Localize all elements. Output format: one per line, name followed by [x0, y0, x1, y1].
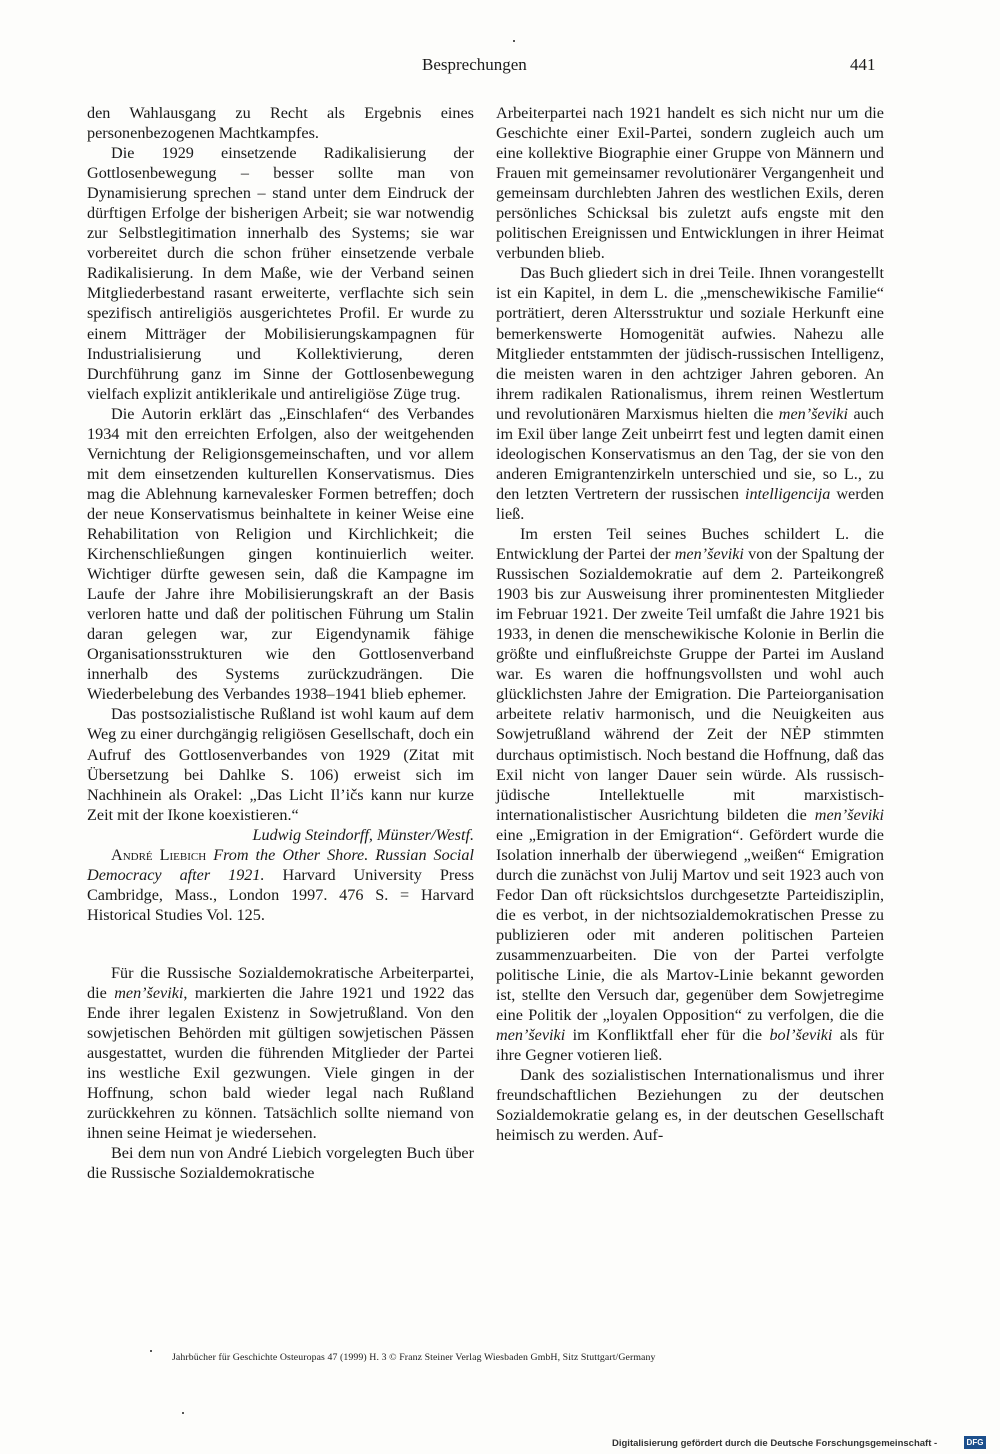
paragraph: Bei dem nun von André Liebich vorgelegten Buch über die Russische Sozialdemokratische	[87, 1144, 474, 1183]
right-column	[496, 103, 884, 1145]
review-heading	[87, 845, 474, 925]
italic-term: men’ševiki	[496, 1026, 566, 1045]
footer-citation: Jahrbücher für Geschichte Osteuropas 47 (1999) H. 3 © Franz Steiner Verlag Wiesbaden GmbH, Sitz Stuttgart/Germany	[172, 1352, 656, 1363]
paragraph: Arbeiterpartei nach 1921 handelt es sich nicht nur um die Geschichte einer Exil-Partei, sondern zugleich auch um eine kollektive Biographie einer Gruppe von Männern und Frauen mit gemeinsamer revolutionärer Vergangenheit und gemeinsam durchlebten Jahren des westlichen Exils, deren persönliches Schicksal bis zuletzt aufs engste mit den politischen Ereignissen und Entwicklungen in ihrer Heimat verbunden blieb.	[496, 104, 884, 263]
text-run: von der Spaltung der Russischen Sozialdemokratie auf dem 2. Parteikongreß 1903 bis zur Ausweisung ihrer prominentesten Mitglieder im Februar 1921. Der zweite Teil umfaßt die Jahre 1921 bis 1933, in denen die menschewikische Kolonie in Berlin die größte und einflußreichste Gruppe der Partei im Ausland war. Es waren die hoffnungsvollsten und wohl auch glücklichsten Jahre der Emigration. Die Parteiorganisation arbeitete relativ harmonisch, und die Neuigkeiten aus Sowjetrußland während der Zeit der NĖP stimmten durchaus optimistisch. Noch bestand die Hoffnung, daß das Exil nicht von langer Dauer sein würde. Als russisch-jüdische Intellektuelle mit marxistisch-internationalistischer Ausrichtung bildeten die	[496, 545, 884, 824]
text-run: Im ersten Teil seines Buches schildert L. die Entwicklung der Partei der	[496, 524, 884, 564]
paragraph	[496, 524, 884, 1065]
text-run: , markierten die Jahre 1921 und 1922 das Ende ihrer legalen Existenz in Sowjetrußland. Von den sowjetischen Behörden mit gültigen sowjetischen Pässen ausgestattet, wurden die führenden Mitglieder der Partei ins westliche Exil gezwungen. Viele gingen in der Hoffnung, schon bald wieder legal nach Rußland zurückkehren zu können. Tatsächlich sollte niemand von ihnen seine Heimat je wiedersehen.	[87, 983, 475, 1143]
italic-term: intelligencija	[744, 484, 831, 503]
text-run: Für die Russische Sozialdemokratische Arbeiterpartei, die	[87, 963, 474, 1002]
page-number: 441	[850, 55, 876, 74]
scan-speck	[182, 1412, 184, 1414]
paragraph	[87, 963, 474, 1143]
italic-term: men’ševiki	[778, 404, 848, 423]
paragraph: Das postsozialistische Rußland ist wohl kaum auf dem Weg zu einer durchgängig religiösen Gesellschaft, doch ein Aufruf des Gottlosenverbandes von 1929 (Zitat mit Übersetzung bei Dahlke S. 106) erweist sich im Nachhinein als Orakel: „Das Licht Il’ičs kann nur kurze Zeit mit der Ikone koexistieren.“	[87, 705, 474, 824]
paragraph: Die Autorin erklärt das „Einschlafen“ des Verbandes 1934 mit den erreichten Erfolgen, also der weitgehenden Vernichtung der Religionsgemeinschaften, und vor allem mit dem einsetzenden kulturellen Konservatismus. Dies mag die Ablehnung karnevalesker Formen betreffen; doch der neue Konservatismus beinhaltete in keiner Weise eine Rehabilitation von Religion und Kirchlichkeit; die Kirchenschließungen gingen kontinuierlich weiter. Wichtiger dürfte gewesen sein, daß die Kampagne im Laufe der Jahre ihre Mobilisierungskraft an der Basis verloren hatte und daß der politischen Führung um Stalin daran gelegen war, zur Eigendynamik fähige Organisationsstrukturen wie den Gottlosenverband innerhalb des Systems zurückzudrängen. Die Wiederbelebung des Verbandes 1938–1941 blieb ephemer.	[87, 404, 474, 704]
italic-term: men’ševiki	[674, 545, 744, 564]
review-book-details: Harvard University Press Cambridge, Mass., London 1997. 476 S. = Harvard Historical Studies Vol. 125.	[87, 865, 474, 924]
reviewer-signature: Ludwig Steindorff, Münster/Westf.	[252, 825, 474, 844]
text-run: werden ließ.	[496, 484, 884, 523]
italic-term: men’ševiki	[114, 983, 184, 1002]
scan-speck	[513, 40, 515, 42]
text-run: als für ihre Gegner votieren ließ.	[496, 1026, 884, 1065]
dfg-logo: DFG	[964, 1436, 986, 1449]
scan-speck	[150, 1350, 152, 1352]
review-book-title: From the Other Shore. Russian Social Democracy after 1921.	[87, 845, 475, 884]
digitization-notice: Digitalisierung gefördert durch die Deutsche Forschungsgemeinschaft -	[612, 1438, 938, 1449]
review-book-author: André Liebich	[111, 845, 207, 864]
italic-term: men’ševiki	[814, 805, 884, 824]
paragraph: den Wahlausgang zu Recht als Ergebnis eines personenbezogenen Machtkampfes.	[87, 104, 474, 143]
running-header-title: Besprechungen	[422, 55, 527, 74]
left-column	[87, 103, 474, 1183]
paragraph: Die 1929 einsetzende Radikalisierung der Gottlosenbewegung – besser sollte man von Dynamisierung sprechen – stand unter dem Eindruck der dürftigen Erfolge der bisherigen Arbeit; sie war notwendig zur Selbstlegitimation innerhalb des Systems; sie war vorbereitet durch die schon früher einsetzende verbale Radikalisierung. In dem Maße, wie der Verband seinen Mitgliederbestand rasant erweiterte, verflachte sich sein spezifisch antireligiös ausgerichtetes Profil. Er wurde zu einem Mitträger der Mobilisierungskampagnen für Industrialisierung und Kollektivierung, deren Durchführung ganz im Sinne der Gottlosenbewegung vielfach explizit antiklerikale und antireligiöse Züge trug.	[87, 144, 474, 403]
text-run: auch im Exil über lange Zeit unbeirrt fest und legten damit einen ideologischen Konservatismus an den Tag, der sie von den anderen Emigrantenzirkeln unterschied und sie, so L., zu den letzten Vertretern der russischen	[496, 404, 885, 503]
paragraph: Dank des sozialistischen Internationalismus und ihrer freundschaftlichen Beziehungen zu der deutschen Sozialdemokratie gelang es, in der deutschen Gesellschaft heimisch zu werden. Auf-	[496, 1066, 884, 1145]
italic-term: bol’ševiki	[769, 1026, 833, 1045]
text-run: Das Buch gliedert sich in drei Teile. Ihnen vorangestellt ist ein Kapitel, in dem L. die „menschewikische Familie“ porträtiert, deren Altersstruktur und soziale Herkunft eine bemerkenswerte Homogenität aufwies. Nahezu alle Mitglieder entstammten der jüdisch-russischen Intelligenz, die meisten waren in den achtziger Jahren geboren. An ihrem radikalen Rationalismus, ihrem reinen Westlertum und revolutionären Marxismus hielten die	[496, 264, 884, 423]
paragraph	[496, 263, 884, 524]
text-run: im Konfliktfall eher für die	[565, 1026, 770, 1045]
text-run: eine „Emigration in der Emigration“. Gefördert wurde die Isolation innerhalb der überwiegend „weißen“ Emigration durch die zunächst von Julij Martov und seit 1923 auch von Fedor Dan oft rücksichtslos durchgesetzte Parteidisziplin, die es verbot, in der nichtsozialdemokratischen Presse zu publizieren oder mit anderen politischen Parteien zusammenzuarbeiten. Die von der Partei verfolgte politische Linie, die als Martov-Linie bekannt geworden ist, stellte den Versuch dar, gegenüber dem Sowjetregime eine Politik der „loyalen Opposition“ zu verfolgen, die die	[496, 825, 884, 1025]
